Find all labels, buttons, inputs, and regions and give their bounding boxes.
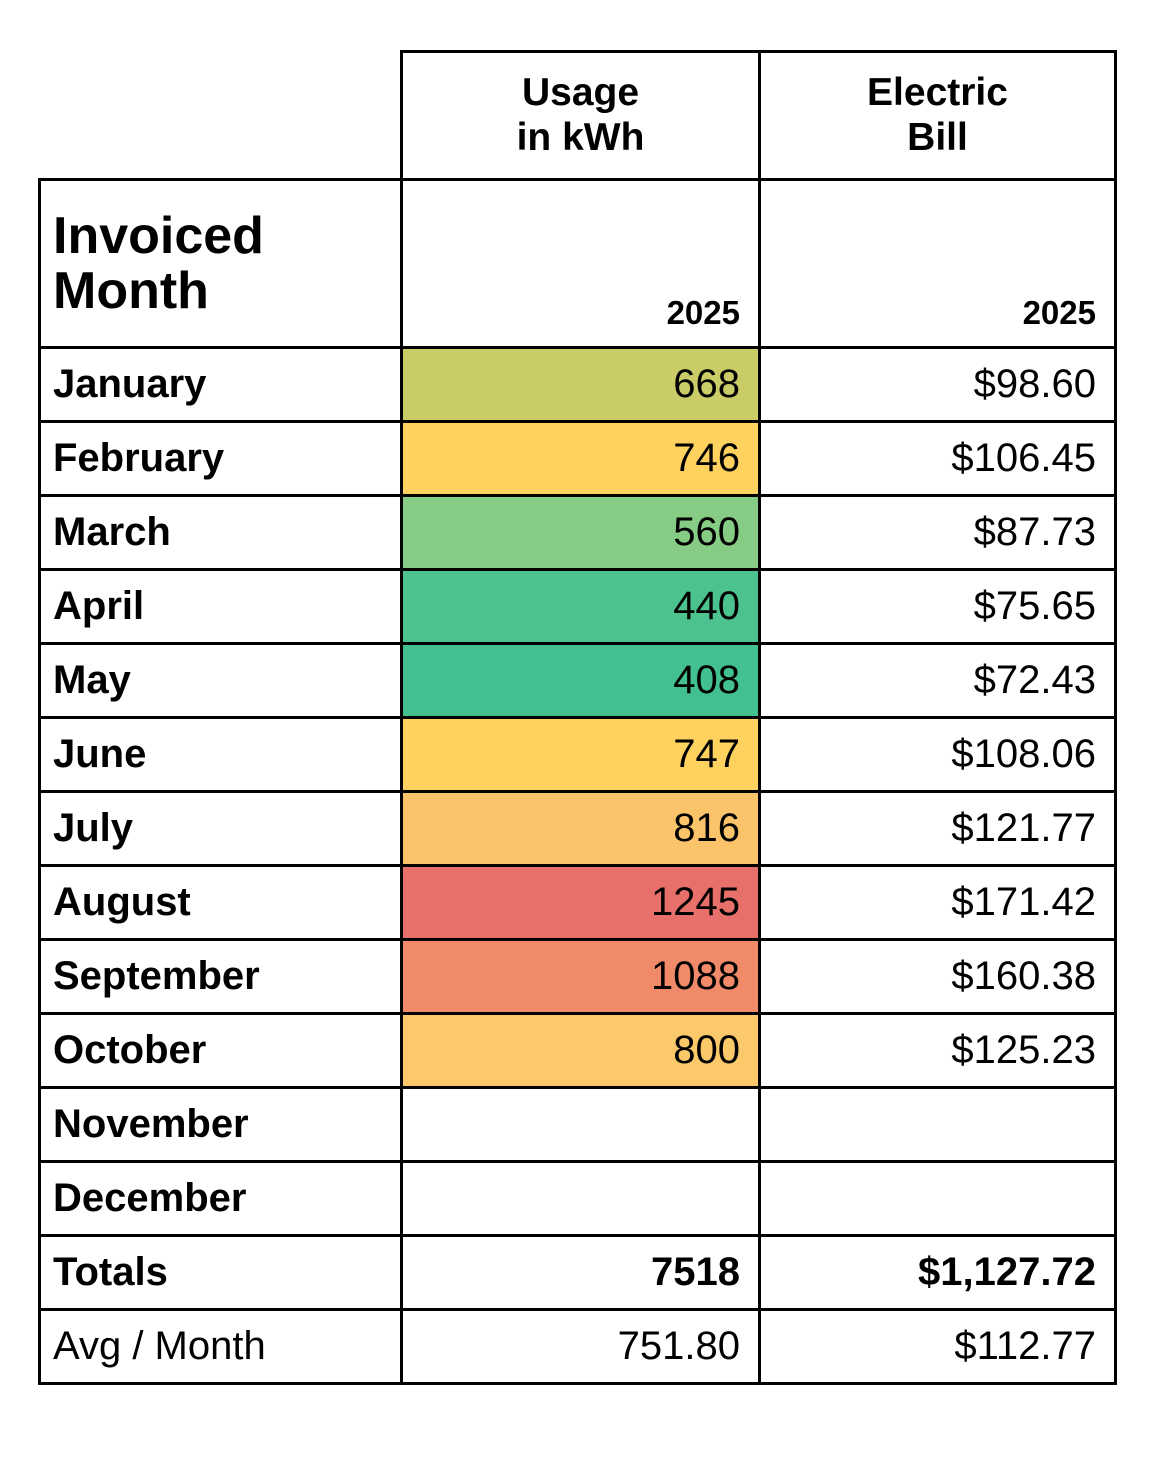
row-usage-value: 440	[402, 570, 760, 644]
row-month-label: October	[40, 1014, 402, 1088]
row-usage-value	[402, 1162, 760, 1236]
table-row	[40, 866, 1116, 940]
row-bill-value: $98.60	[760, 348, 1116, 422]
average-usage-value: 751.80	[402, 1310, 760, 1384]
row-month-label: April	[40, 570, 402, 644]
row-month-label: March	[40, 496, 402, 570]
row-bill-value: $106.45	[760, 422, 1116, 496]
table-row	[40, 940, 1116, 1014]
row-bill-value: $72.43	[760, 644, 1116, 718]
table-row	[40, 496, 1116, 570]
totals-label: Totals	[40, 1236, 402, 1310]
table-row	[40, 1014, 1116, 1088]
row-month-label: November	[40, 1088, 402, 1162]
table-row	[40, 422, 1116, 496]
table-subheader-row	[40, 180, 1116, 348]
average-label: Avg / Month	[40, 1310, 402, 1384]
table-row	[40, 792, 1116, 866]
row-usage-value: 1245	[402, 866, 760, 940]
column-header-bill	[760, 52, 1116, 180]
row-bill-value: $125.23	[760, 1014, 1116, 1088]
row-usage-value: 1088	[402, 940, 760, 1014]
row-month-label: September	[40, 940, 402, 1014]
utility-usage-table	[38, 50, 1117, 1385]
row-bill-value: $75.65	[760, 570, 1116, 644]
table-header-row	[40, 52, 1116, 180]
row-usage-value: 816	[402, 792, 760, 866]
table-row	[40, 348, 1116, 422]
bill-header-line1: Electric	[867, 70, 1008, 114]
table-row	[40, 1088, 1116, 1162]
row-month-label: February	[40, 422, 402, 496]
row-usage-value: 800	[402, 1014, 760, 1088]
row-bill-value: $121.77	[760, 792, 1116, 866]
invoiced-month-header	[40, 180, 402, 348]
table-row	[40, 570, 1116, 644]
totals-bill-value: $1,127.72	[760, 1236, 1116, 1310]
row-bill-value: $171.42	[760, 866, 1116, 940]
column-header-usage	[402, 52, 760, 180]
totals-row	[40, 1236, 1116, 1310]
row-bill-value: $108.06	[760, 718, 1116, 792]
row-usage-value: 746	[402, 422, 760, 496]
table-row	[40, 1162, 1116, 1236]
row-usage-value: 560	[402, 496, 760, 570]
row-usage-value: 747	[402, 718, 760, 792]
usage-year-header: 2025	[402, 180, 760, 348]
row-bill-value	[760, 1162, 1116, 1236]
table-row	[40, 644, 1116, 718]
row-bill-value	[760, 1088, 1116, 1162]
bill-year-header: 2025	[760, 180, 1116, 348]
invoiced-month-line2: Month	[53, 261, 209, 320]
bill-header-line2: Bill	[907, 115, 968, 159]
row-usage-value: 668	[402, 348, 760, 422]
row-month-label: June	[40, 718, 402, 792]
row-month-label: May	[40, 644, 402, 718]
average-bill-value: $112.77	[760, 1310, 1116, 1384]
row-month-label: July	[40, 792, 402, 866]
table-row	[40, 718, 1116, 792]
usage-header-line1: Usage	[521, 70, 640, 114]
row-bill-value: $87.73	[760, 496, 1116, 570]
row-bill-value: $160.38	[760, 940, 1116, 1014]
row-month-label: August	[40, 866, 402, 940]
row-month-label: December	[40, 1162, 402, 1236]
totals-usage-value: 7518	[402, 1236, 760, 1310]
average-row	[40, 1310, 1116, 1384]
row-usage-value	[402, 1088, 760, 1162]
invoiced-month-line1: Invoiced	[53, 206, 264, 265]
row-usage-value: 408	[402, 644, 760, 718]
row-month-label: January	[40, 348, 402, 422]
usage-header-line2: in kWh	[516, 115, 645, 159]
blank-corner-cell	[40, 52, 402, 180]
